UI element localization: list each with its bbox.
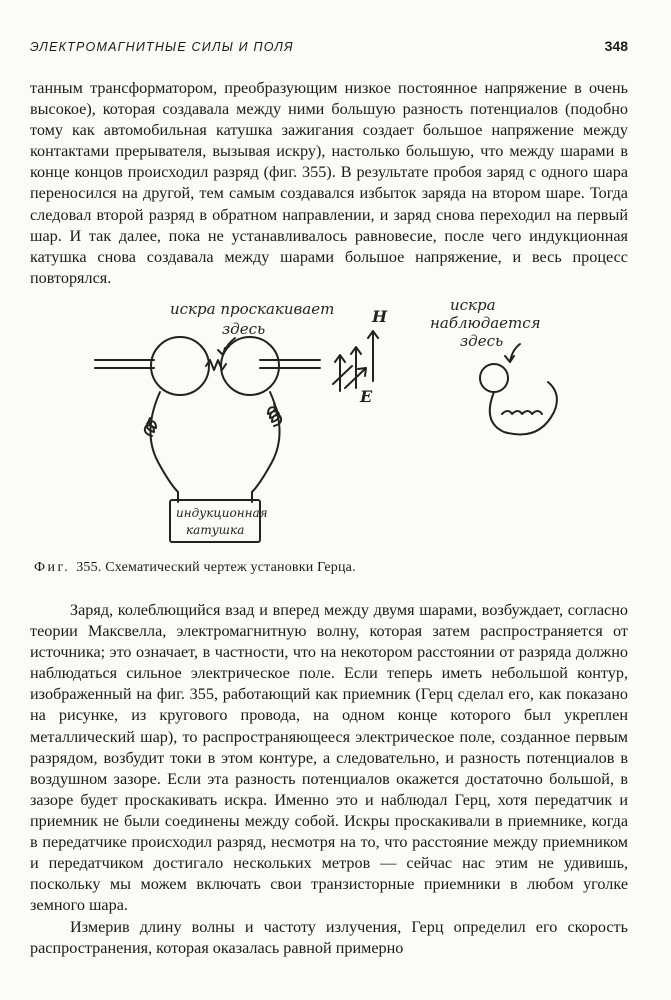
hertz-apparatus-drawing [90, 296, 610, 551]
caption-text: 355. Схематический чертеж установки Герца. [76, 560, 356, 575]
coil-label-line1: индукционная [176, 506, 268, 520]
paragraph-2: Заряд, колеблющийся взад и вперед между двумя шарами, возбуждает, согласно теории Максвелла, электромагнитную волну, которая затем распространяется от источника; это означает, в частности, что на некотором расстоянии от разряда должно наблюдаться сильное электрическое поле. Если теперь иметь небольшой контур, изображенный на фиг. 355, работающий как приемник (Герц сделал его, как показано на рисунке, из кругового провода, на одном конце которого был укреплен металлический шар), то распространяющееся электрическое поле, созданное первым разрядом, возбудит токи в этом контуре, а следовательно, и разность потенциалов в воздушном зазоре. Если эта разность потенциалов окажется достаточно большой, в зазоре будет проскакивать искра. Именно это и наблюдал Герц, хотя передатчик и приемник не были соединены между собой. Искры проскакивали в приемнике, когда в передатчике происходил разряд, несмотря на то, что расстояние между приемником и передатчиком достигало нескольких метров — сейчас нас этим не удивишь, поскольку мы можем включать свои транзисторные приемники в любом уголке земного шара. [30, 601, 628, 915]
right-sphere [221, 337, 279, 395]
label-observed-line1: искра [450, 296, 496, 314]
label-e: E [360, 387, 373, 406]
left-coil-wire [150, 392, 178, 502]
paragraph-3: Измерив длину волны и частоту излучения, Герц определил его скорость распространения, которая оказалась равной примерно [30, 918, 628, 958]
label-observed-line3: здесь [460, 332, 504, 350]
paragraph-1: танным трансформатором, преобразующим низкое постоянное напряжение в очень высокое), которая создавала между ними большую разность потенциалов (подобно тому как автомобильная катушка зажигания создает большое напряжение между контактами прерывателя, вызывая искру), настолько большую, что между шарами в конце концов происходил разряд (фиг. 355). В результате пробоя заряд с одного шара переносился на другой, тем самым создавался избыток заряда на втором шаре. Тогда следовал второй разряд в обратном направлении, и заряд снова переходил на первый шар. И так далее, пока не устанавливалось равновесие, после чего индукционная катушка снова создавала между шарами большое напряжение, и весь процесс повторялся. [30, 79, 628, 287]
hertz-apparatus-figure [90, 296, 610, 551]
coil-label-line2: катушка [186, 523, 245, 537]
page-number: 348 [604, 38, 628, 54]
running-head: ЭЛЕКТРОМАГНИТНЫЕ СИЛЫ И ПОЛЯ [30, 40, 294, 54]
figure-caption [34, 560, 356, 576]
label-observed-line2: наблюдается [430, 314, 541, 332]
e-field-arrow [333, 366, 352, 384]
label-spark-line1: искра проскакивает [170, 300, 335, 318]
left-sphere [151, 337, 209, 395]
receiver-sphere [480, 364, 508, 392]
caption-label: Фиг. [34, 560, 71, 575]
label-spark-line2: здесь [222, 320, 266, 338]
label-h: H [372, 307, 388, 326]
page-header [30, 38, 628, 54]
